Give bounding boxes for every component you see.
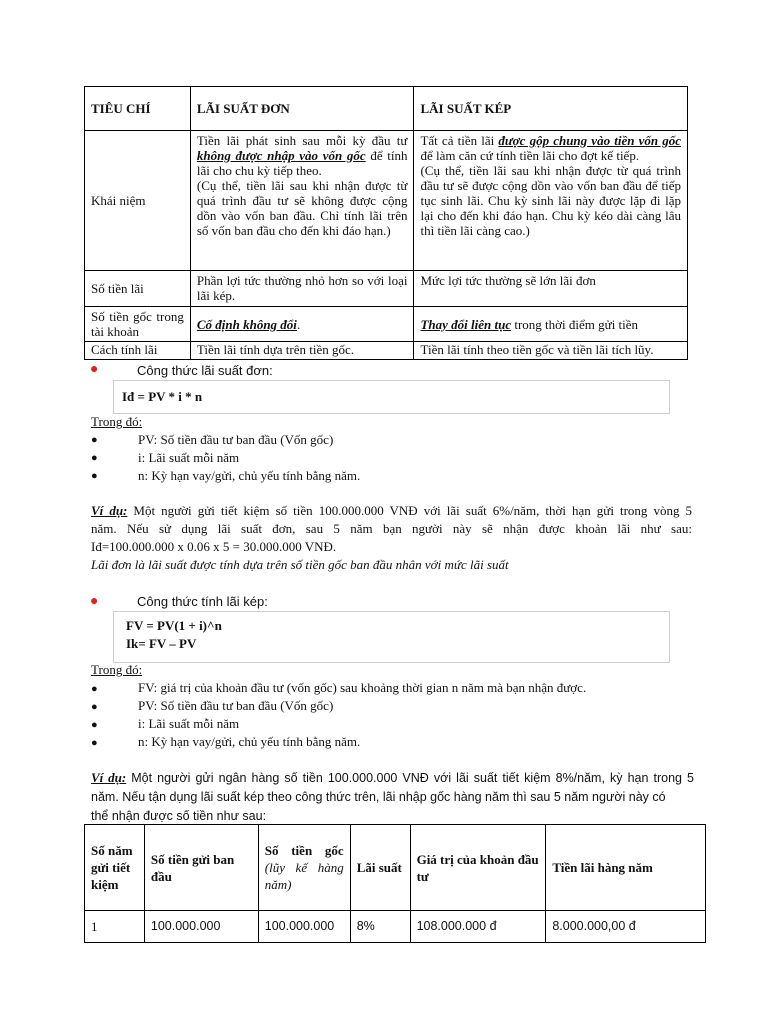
row-label-concept: Khái niệm xyxy=(85,131,191,271)
table-header-row xyxy=(85,87,688,131)
row-label-method: Cách tính lãi xyxy=(85,342,191,360)
example-label: Ví dụ: xyxy=(91,503,128,518)
simple-example: Ví dụ: Một người gửi tiết kiệm số tiền 100.000.000 VNĐ với lãi suất 6%/năm, thời hạn gửi trong vòng 5 năm. Nếu sử dụng lãi suất đơn, sau 5 năm bạn người này sẽ nhận được khoản lãi như sau: Iđ=100.000.000 x 0.06 x 5 = 30.000.000 VNĐ. Lãi đơn là lãi suất được tính dựa trên số tiền gốc ban đầu nhân với mức lãi suất xyxy=(91,503,693,572)
list-item: n: Kỳ hạn vay/gửi, chủ yếu tính bằng năm. xyxy=(138,734,361,749)
list-item: PV: Số tiền đầu tư ban đầu (Vốn gốc) xyxy=(138,432,334,447)
where-label: Trong đó: xyxy=(91,414,143,429)
header-rate: Lãi suất xyxy=(350,825,410,911)
bullet-icon: ● xyxy=(91,434,98,446)
cell-simple-principal: Cố định không đổi. xyxy=(190,307,414,342)
list-item: PV: Số tiền đầu tư ban đầu (Vốn gốc) xyxy=(138,698,334,713)
cell-simple-concept: Tiền lãi phát sinh sau mỗi kỳ đầu tư không được nhập vào vốn gốc để tính lãi cho chu kỳ tiếp theo. (Cụ thể, tiền lãi sau khi nhận được từ quá trình đầu tư sẽ không được cộng dồn vào vốn ban đầu. Chỉ tính lãi trên số vốn ban đầu cho đến khi đáo hạn.) xyxy=(190,131,414,271)
header-compound-interest: LÃI SUẤT KÉP xyxy=(414,87,688,131)
list-item: i: Lãi suất mỗi năm xyxy=(138,716,240,731)
cell-principal: 100.000.000 xyxy=(258,911,350,943)
cell-compound-concept: Tất cả tiền lãi được gộp chung vào tiền vốn gốc để làm căn cứ tính tiền lãi cho đợt kế tiếp. (Cụ thể, tiền lãi sau khi nhận được từ quá trình đầu tư sẽ được cộng dồn vào vốn ban đầu để tiếp tục sinh lãi. Chu kỳ sinh lãi này được lặp đi lặp lại cho đến khi đáo hạn. Chu kỳ kéo dài càng lâu thì tiền lãi càng cao.) xyxy=(414,131,688,271)
cell-initial: 100.000.000 xyxy=(144,911,258,943)
compound-formula-ik: Ik= FV – PV xyxy=(126,636,197,651)
simple-formula-title: Công thức lãi suất đơn: xyxy=(137,363,273,378)
red-bullet-icon: ● xyxy=(90,362,99,377)
bullet-icon: ● xyxy=(91,737,98,749)
simple-note: Lãi đơn là lãi suất được tính dựa trên số tiền gốc ban đầu nhân với mức lãi suất xyxy=(91,557,509,572)
table-row xyxy=(85,131,688,271)
cell-compound-amount: Mức lợi tức thường sẽ lớn lãi đơn xyxy=(414,271,688,307)
bullet-icon: ● xyxy=(91,470,98,482)
comparison-table xyxy=(84,86,688,360)
cell-compound-principal: Thay đổi liên tục trong thời điểm gửi tiền xyxy=(414,307,688,342)
cell-compound-method: Tiền lãi tính theo tiền gốc và tiền lãi tích lũy. xyxy=(414,342,688,360)
list-item: FV: giá trị của khoản đầu tư (vốn gốc) sau khoảng thời gian n năm mà bạn nhận được. xyxy=(138,680,587,695)
row-label-interest-amount: Số tiền lãi xyxy=(85,271,191,307)
bullet-icon: ● xyxy=(91,683,98,695)
red-bullet-icon: ● xyxy=(90,594,99,609)
bullet-icon: ● xyxy=(91,701,98,713)
simple-formula: Iđ = PV * i * n xyxy=(122,389,203,404)
cell-simple-amount: Phần lợi tức thường nhỏ hơn so với loại lãi kép. xyxy=(190,271,414,307)
bullet-icon: ● xyxy=(91,719,98,731)
list-item: n: Kỳ hạn vay/gửi, chủ yếu tính bằng năm. xyxy=(138,468,361,483)
emphasis-text: được gộp chung vào tiền vốn gốc xyxy=(498,133,681,148)
compound-example: Ví dụ: Một người gửi ngân hàng số tiền 100.000.000 VNĐ với lãi suất tiết kiệm 8%/năm, kỳ hạn trong 5 năm. Nếu tận dụng lãi suất kép theo công thức trên, lãi nhập gốc hàng năm thì sau 5 năm người này có thể nhận được số tiền như sau: xyxy=(91,770,695,823)
header-simple-interest: LÃI SUẤT ĐƠN xyxy=(190,87,414,131)
header-investment-value: Giá trị của khoản đầu tư xyxy=(410,825,546,911)
bullet-icon: ● xyxy=(91,452,98,464)
table-row xyxy=(85,271,688,307)
header-years: Số năm gửi tiết kiệm xyxy=(85,825,145,911)
table-header-row xyxy=(85,825,706,911)
row-label-principal: Số tiền gốc trong tài khoản xyxy=(85,307,191,342)
header-principal: Số tiền gốc (lũy kế hàng năm) xyxy=(258,825,350,911)
header-initial-deposit: Số tiền gửi ban đầu xyxy=(144,825,258,911)
list-item: i: Lãi suất mỗi năm xyxy=(138,450,240,465)
compound-formula-box xyxy=(113,611,670,663)
example-label: Ví dụ: xyxy=(91,770,127,785)
simple-formula-box xyxy=(113,380,670,414)
table-row xyxy=(85,911,706,943)
cell-simple-method: Tiền lãi tính dựa trên tiền gốc. xyxy=(190,342,414,360)
compound-interest-table xyxy=(84,824,706,943)
where-label: Trong đó: xyxy=(91,662,143,677)
header-criteria: TIÊU CHÍ xyxy=(85,87,191,131)
compound-formula-title: Công thức tính lãi kép: xyxy=(137,594,268,609)
cell-value: 108.000.000 đ xyxy=(410,911,546,943)
cell-year: 1 xyxy=(85,911,145,943)
compound-formula-fv: FV = PV(1 + i)^n xyxy=(126,618,222,633)
table-row xyxy=(85,342,688,360)
header-annual-interest: Tiền lãi hàng năm xyxy=(546,825,706,911)
cell-rate: 8% xyxy=(350,911,410,943)
cell-interest: 8.000.000,00 đ xyxy=(546,911,706,943)
emphasis-text: không được nhập vào vốn gốc xyxy=(196,148,366,163)
table-row xyxy=(85,307,688,342)
